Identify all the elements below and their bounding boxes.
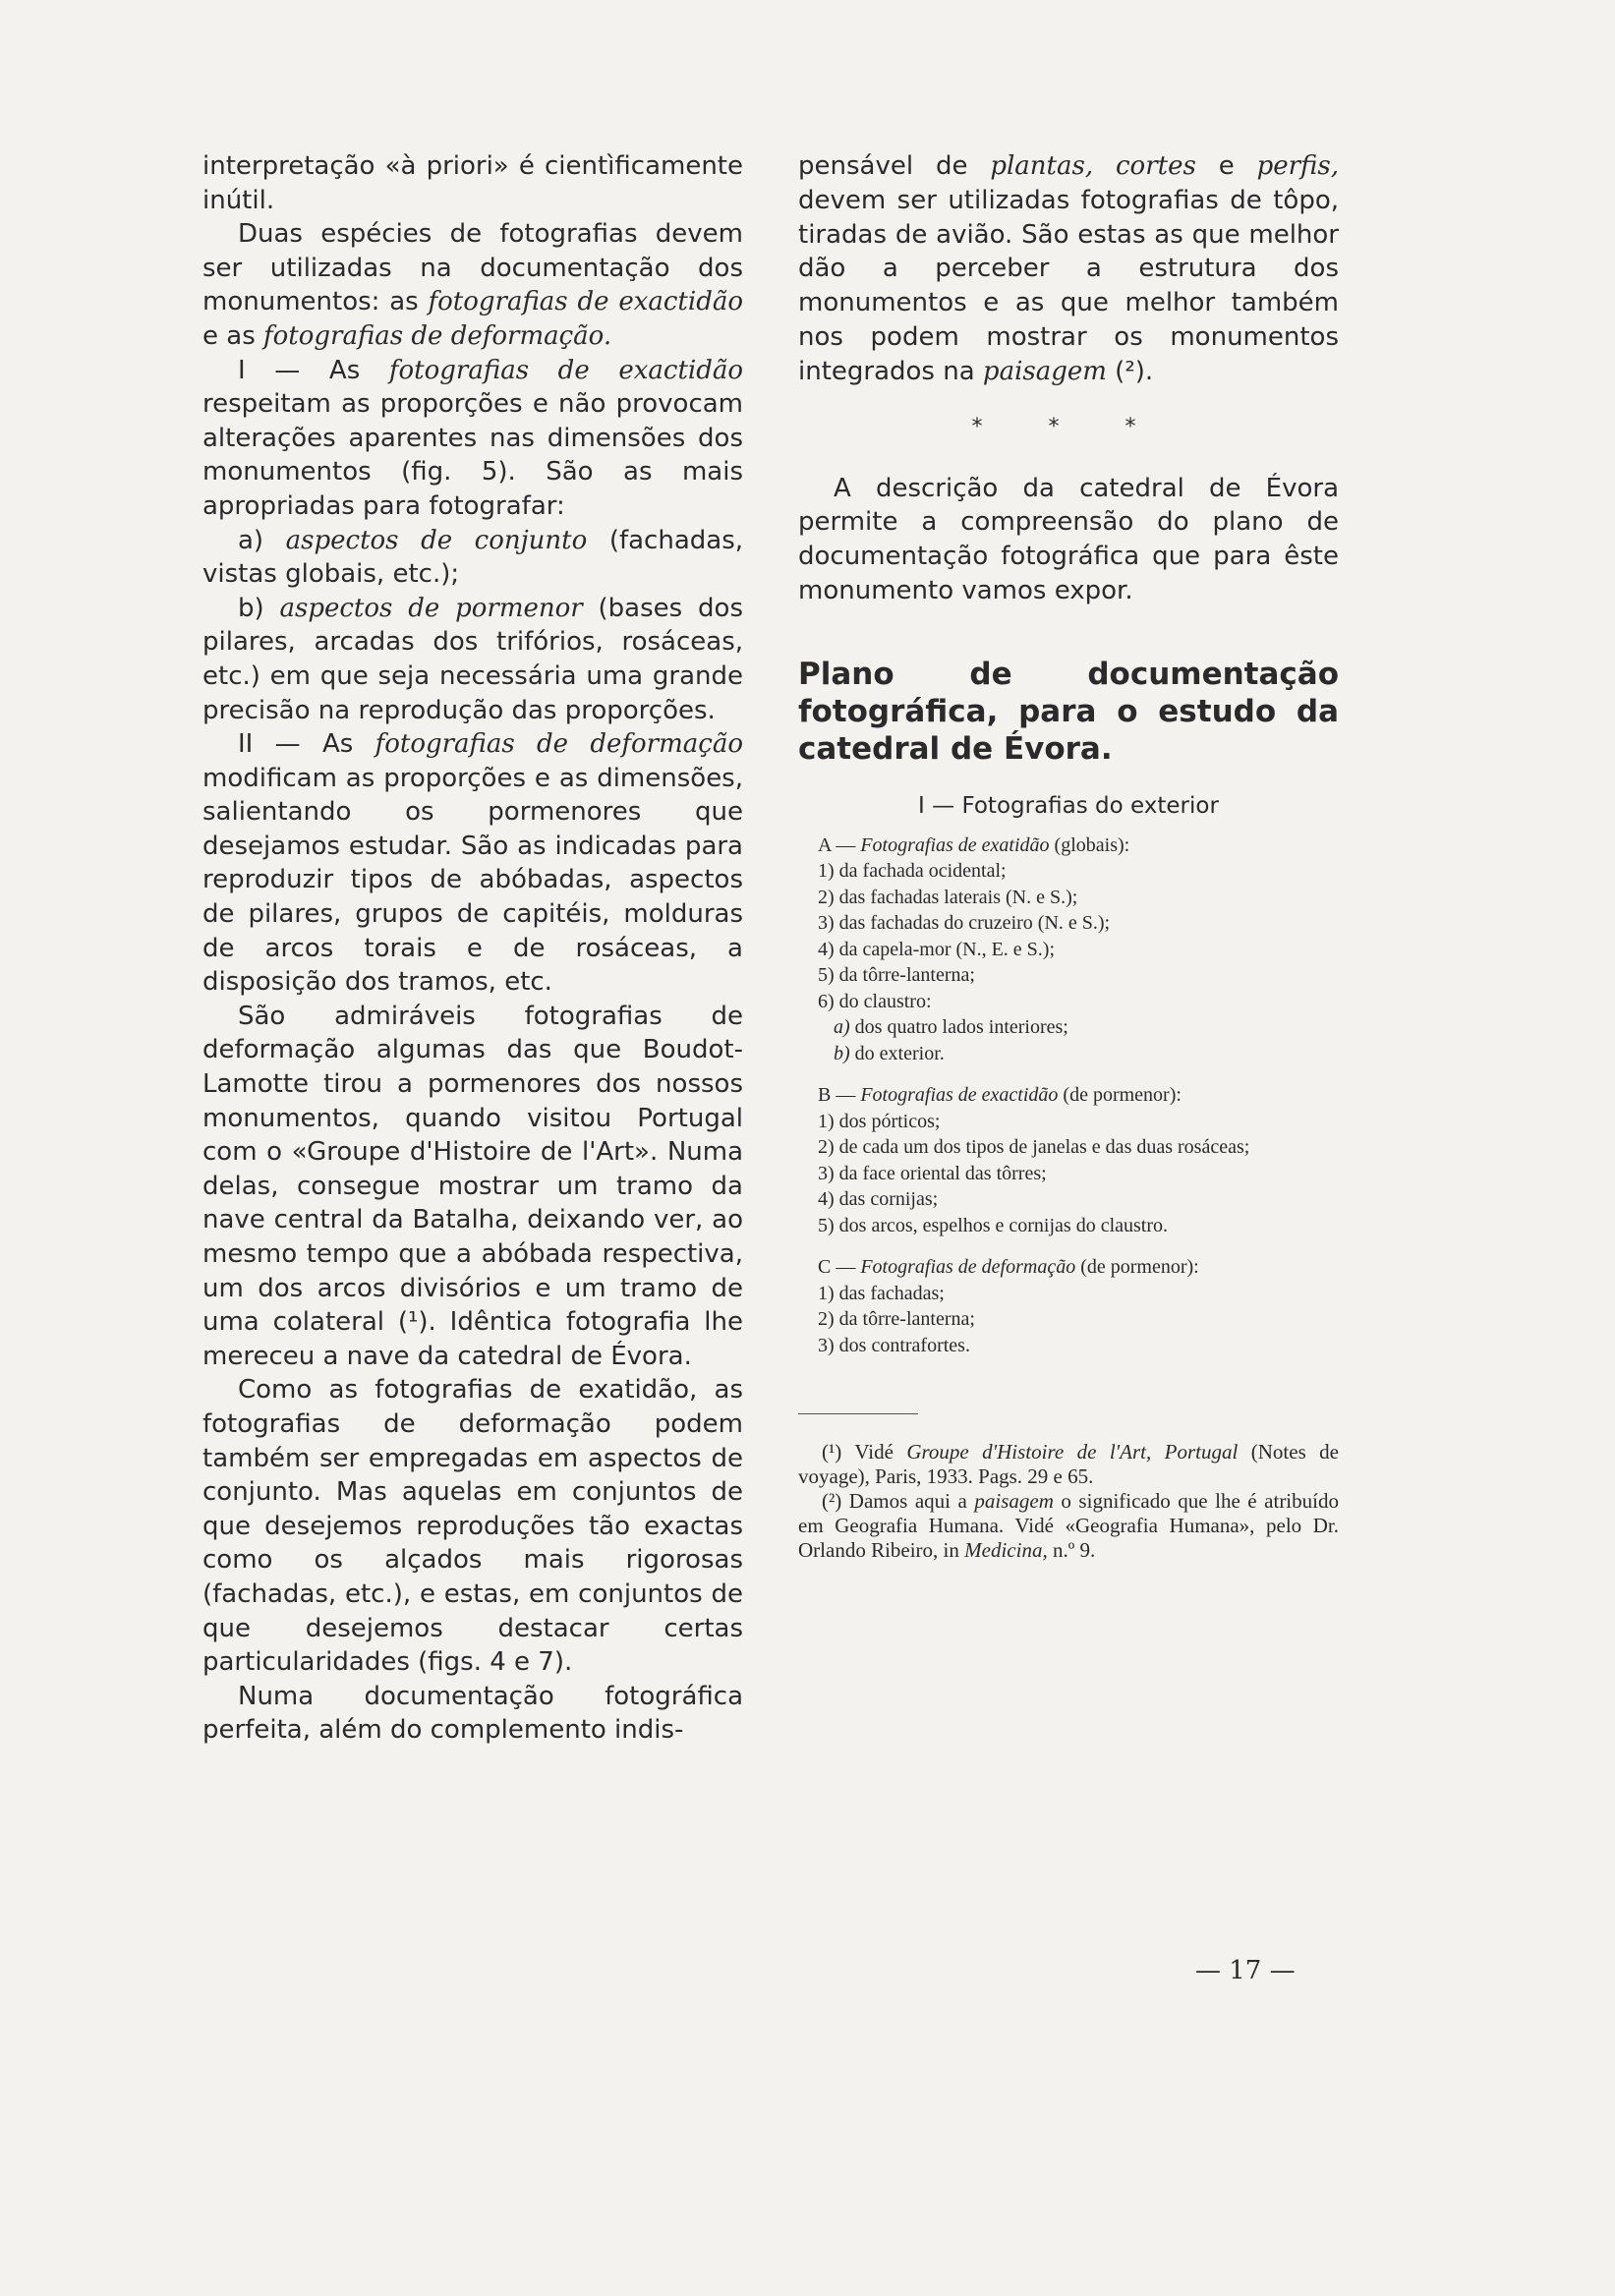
list-item: 1) das fachadas; bbox=[818, 1282, 945, 1304]
paragraph: A descrição da catedral de Évora permite a compreensão do plano de documentação fotográfica que para êste monumento vamos expor. bbox=[798, 473, 1339, 605]
footnote-divider bbox=[798, 1413, 918, 1414]
list-item: 2) de cada um dos tipos de janelas e das duas rosáceas; bbox=[818, 1136, 1250, 1159]
italic-text: aspectos de pormenor bbox=[279, 593, 583, 623]
italic-text: fotografias de exactidão bbox=[388, 355, 744, 385]
italic-text: fotografias de deformação. bbox=[263, 320, 612, 351]
subheading: I — Fotografias do exterior bbox=[918, 792, 1219, 819]
footnotes bbox=[798, 1440, 1339, 1563]
italic-text: b) bbox=[834, 1042, 850, 1064]
italic-text: plantas, cortes bbox=[990, 151, 1196, 181]
list-subitem: b) do exterior. bbox=[834, 1042, 945, 1064]
list-item: 1) da fachada ocidental; bbox=[818, 860, 1007, 883]
paragraph: a) aspectos de conjunto (fachadas, vistas globais, etc.); bbox=[202, 525, 743, 590]
paragraph: pensável de plantas, cortes e perfis, devem ser utilizadas fotografias de tôpo, tiradas de avião. São estas as que melhor dão a perceber a estrutura dos monumentos e as que melhor também nos podem mostrar os monumentos integrados na paisagem (²). bbox=[798, 151, 1339, 386]
paragraph: II — As fotografias de deformação modificam as proporções e as dimensões, salientando os pormenores que desejamos estudar. São as indicadas para reproduzir tipos de abóbadas, aspectos de pilares, grupos de capitéis, molduras de arcos torais e de rosáceas, a disposição dos tramos, etc. bbox=[202, 729, 743, 998]
italic-text: Fotografias de exactidão bbox=[860, 1084, 1059, 1107]
list-item: 3) das fachadas do cruzeiro (N. e S.); bbox=[818, 912, 1111, 935]
list-item: 6) do claustro: bbox=[818, 990, 932, 1012]
list-item: 5) dos arcos, espelhos e cornijas do claustro. bbox=[818, 1214, 1169, 1236]
italic-text: Fotografias de exatidão bbox=[860, 833, 1050, 856]
italic-text: fotografias de deformação bbox=[375, 729, 743, 760]
list-item: 2) das fachadas laterais (N. e S.); bbox=[818, 886, 1078, 908]
italic-text: perfis, bbox=[1256, 151, 1339, 181]
italic-text: fotografias de exactidão bbox=[428, 287, 743, 317]
italic-text: paisagem bbox=[982, 356, 1107, 386]
paragraph: I — As fotografias de exactidão respeitam as proporções e não provocam alterações aparentes nas dimensões dos monumentos (fig. 5). São as mais apropriadas para fotografar: bbox=[202, 355, 744, 521]
photo-list bbox=[798, 832, 1339, 1359]
italic-text: Groupe d'Histoire de l'Art, Portugal bbox=[906, 1440, 1239, 1464]
footnote: (²) Damos aqui a paisagem o significado que lhe é atribuído em Geografia Humana. Vidé «Geografia Humana», pelo Dr. Orlando Ribeiro, in Medicina, n.º 9. bbox=[798, 1489, 1339, 1563]
italic-text: Medicina, bbox=[964, 1538, 1048, 1563]
paragraph: São admiráveis fotografias de deformação algumas das que Boudot-Lamotte tirou a pormenores dos nossos monumentos, quando visitou Portugal com o «Groupe d'Histoire de l'Art». Numa delas, consegue mostrar um tramo da nave central da Batalha, deixando ver, ao mesmo tempo que a abóbada respectiva, um dos arcos divisórios e um tramo de uma colateral (¹). Idêntica fotografia lhe mereceu a nave da catedral de Évora. bbox=[202, 1001, 743, 1371]
list-item: 1) dos pórticos; bbox=[818, 1110, 941, 1132]
italic-text: a) bbox=[834, 1016, 850, 1039]
paragraph: Duas espécies de fotografias devem ser utilizadas na documentação dos monumentos: as fotografias de exactidão e as fotografias de deformação. bbox=[202, 219, 743, 351]
list-item: 5) da tôrre-lanterna; bbox=[818, 964, 975, 987]
list-item: 3) da face oriental das tôrres; bbox=[818, 1162, 1047, 1184]
list-item: 4) das cornijas; bbox=[818, 1188, 939, 1211]
list-item: 2) da tôrre-lanterna; bbox=[818, 1308, 975, 1331]
list-section-title: B — Fotografias de exactidão (de pormenor): bbox=[818, 1084, 1182, 1107]
list-item: 3) dos contrafortes. bbox=[818, 1334, 970, 1356]
right-column bbox=[798, 149, 1339, 1563]
section-divider-stars: * * * bbox=[971, 414, 1166, 439]
italic-text: Fotografias de deformação bbox=[860, 1256, 1076, 1279]
list-subitem: a) dos quatro lados interiores; bbox=[834, 1016, 1068, 1039]
list-section-title: A — Fotografias de exatidão (globais): bbox=[818, 833, 1130, 856]
page-number: — 17 — bbox=[1195, 1956, 1296, 1985]
paragraph: b) aspectos de pormenor (bases dos pilares, arcadas dos trifórios, rosáceas, etc.) em que seja necessária uma grande precisão na reprodução das proporções. bbox=[202, 593, 743, 725]
list-section bbox=[798, 832, 1339, 1067]
footnote: (¹) Vidé Groupe d'Histoire de l'Art, Portugal (Notes de voyage), Paris, 1933. Pags. 29 e 65. bbox=[798, 1440, 1339, 1489]
list-item: 4) da capela-mor (N., E. e S.); bbox=[818, 938, 1056, 960]
italic-text: paisagem bbox=[974, 1489, 1054, 1514]
list-section bbox=[798, 1254, 1339, 1358]
paragraph: Numa documentação fotográfica perfeita, além do complemento indis- bbox=[202, 1681, 743, 1746]
list-section bbox=[798, 1082, 1339, 1238]
paragraph: interpretação «à priori» é cientìficamente inútil. bbox=[202, 151, 743, 215]
section-heading: Plano de documentação fotográfica, para o estudo da catedral de Évora. bbox=[798, 656, 1339, 767]
list-section-title: C — Fotografias de deformação (de pormenor): bbox=[818, 1256, 1199, 1279]
left-column bbox=[202, 149, 743, 1748]
italic-text: aspectos de conjunto bbox=[285, 525, 588, 555]
paragraph: Como as fotografias de exatidão, as fotografias de deformação podem também ser empregadas em aspectos de conjunto. Mas aquelas em conjuntos de que desejemos reproduções tão exactas como os alçados mais rigorosas (fachadas, etc.), e estas, em conjuntos de que desejemos destacar certas particularidades (figs. 4 e 7). bbox=[202, 1375, 743, 1678]
